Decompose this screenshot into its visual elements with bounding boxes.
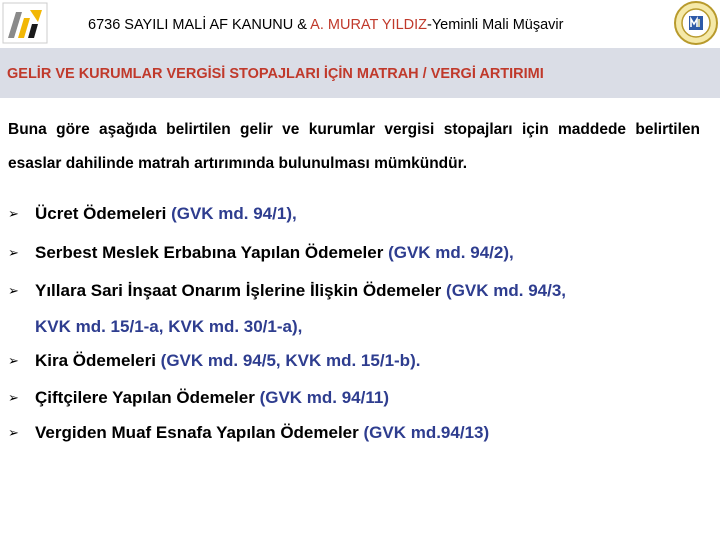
intro-paragraph: Buna göre aşağıda belirtilen gelir ve kurumlar vergisi stopajları için maddede belirtilen esaslar dahilinde matrah artırımında bulunulması mümkündür. bbox=[8, 121, 700, 172]
list-item-text bbox=[35, 344, 705, 378]
item-label: Çiftçilere Yapılan Ödemeler bbox=[35, 388, 260, 407]
list-item-text bbox=[35, 274, 705, 308]
item-label: Yıllara Sari İnşaat Onarım İşlerine İlişkin Ödemeler bbox=[35, 281, 447, 300]
item-reference: (GVK md. 94/11) bbox=[259, 388, 389, 407]
item-label: Vergiden Muaf Esnafa Yapılan Ödemeler bbox=[35, 423, 364, 442]
list-item-text bbox=[35, 236, 705, 270]
item-reference-continued: KVK md. 15/1-a, KVK md. 30/1-a), bbox=[35, 317, 303, 336]
arrow-bullet-icon: ➢ bbox=[8, 206, 19, 221]
arrow-bullet-icon: ➢ bbox=[8, 283, 19, 298]
arrow-bullet-icon: ➢ bbox=[8, 390, 19, 405]
item-reference: (GVK md. 94/3, bbox=[446, 281, 567, 300]
item-reference: (GVK md. 94/2), bbox=[388, 243, 514, 262]
arrow-bullet-icon: ➢ bbox=[8, 245, 19, 260]
list-item-text bbox=[35, 416, 705, 450]
item-reference: (GVK md. 94/1), bbox=[171, 204, 297, 223]
header-title-suffix: -Yeminli Mali Müşavir bbox=[427, 17, 564, 33]
header-title-prefix: 6736 SAYILI MALİ AF KANUNU & bbox=[88, 17, 311, 33]
header-title-author: A. MURAT YILDIZ bbox=[310, 17, 428, 33]
list-item-text bbox=[35, 381, 705, 415]
item-label: Kira Ödemeleri bbox=[35, 351, 161, 370]
item-label: Serbest Meslek Erbabına Yapılan Ödemeler bbox=[35, 243, 389, 262]
item-reference: (GVK md.94/13) bbox=[363, 423, 490, 442]
section-title: GELİR VE KURUMLAR VERGİSİ STOPAJLARI İÇİN MATRAH / VERGİ ARTIRIMI bbox=[7, 66, 544, 82]
list-item-text bbox=[35, 197, 705, 231]
arrow-bullet-icon: ➢ bbox=[8, 425, 19, 440]
item-reference: (GVK md. 94/5, KVK md. 15/1-b). bbox=[160, 351, 421, 370]
arrow-bullet-icon: ➢ bbox=[8, 353, 19, 368]
item-label: Ücret Ödemeleri bbox=[35, 204, 172, 223]
